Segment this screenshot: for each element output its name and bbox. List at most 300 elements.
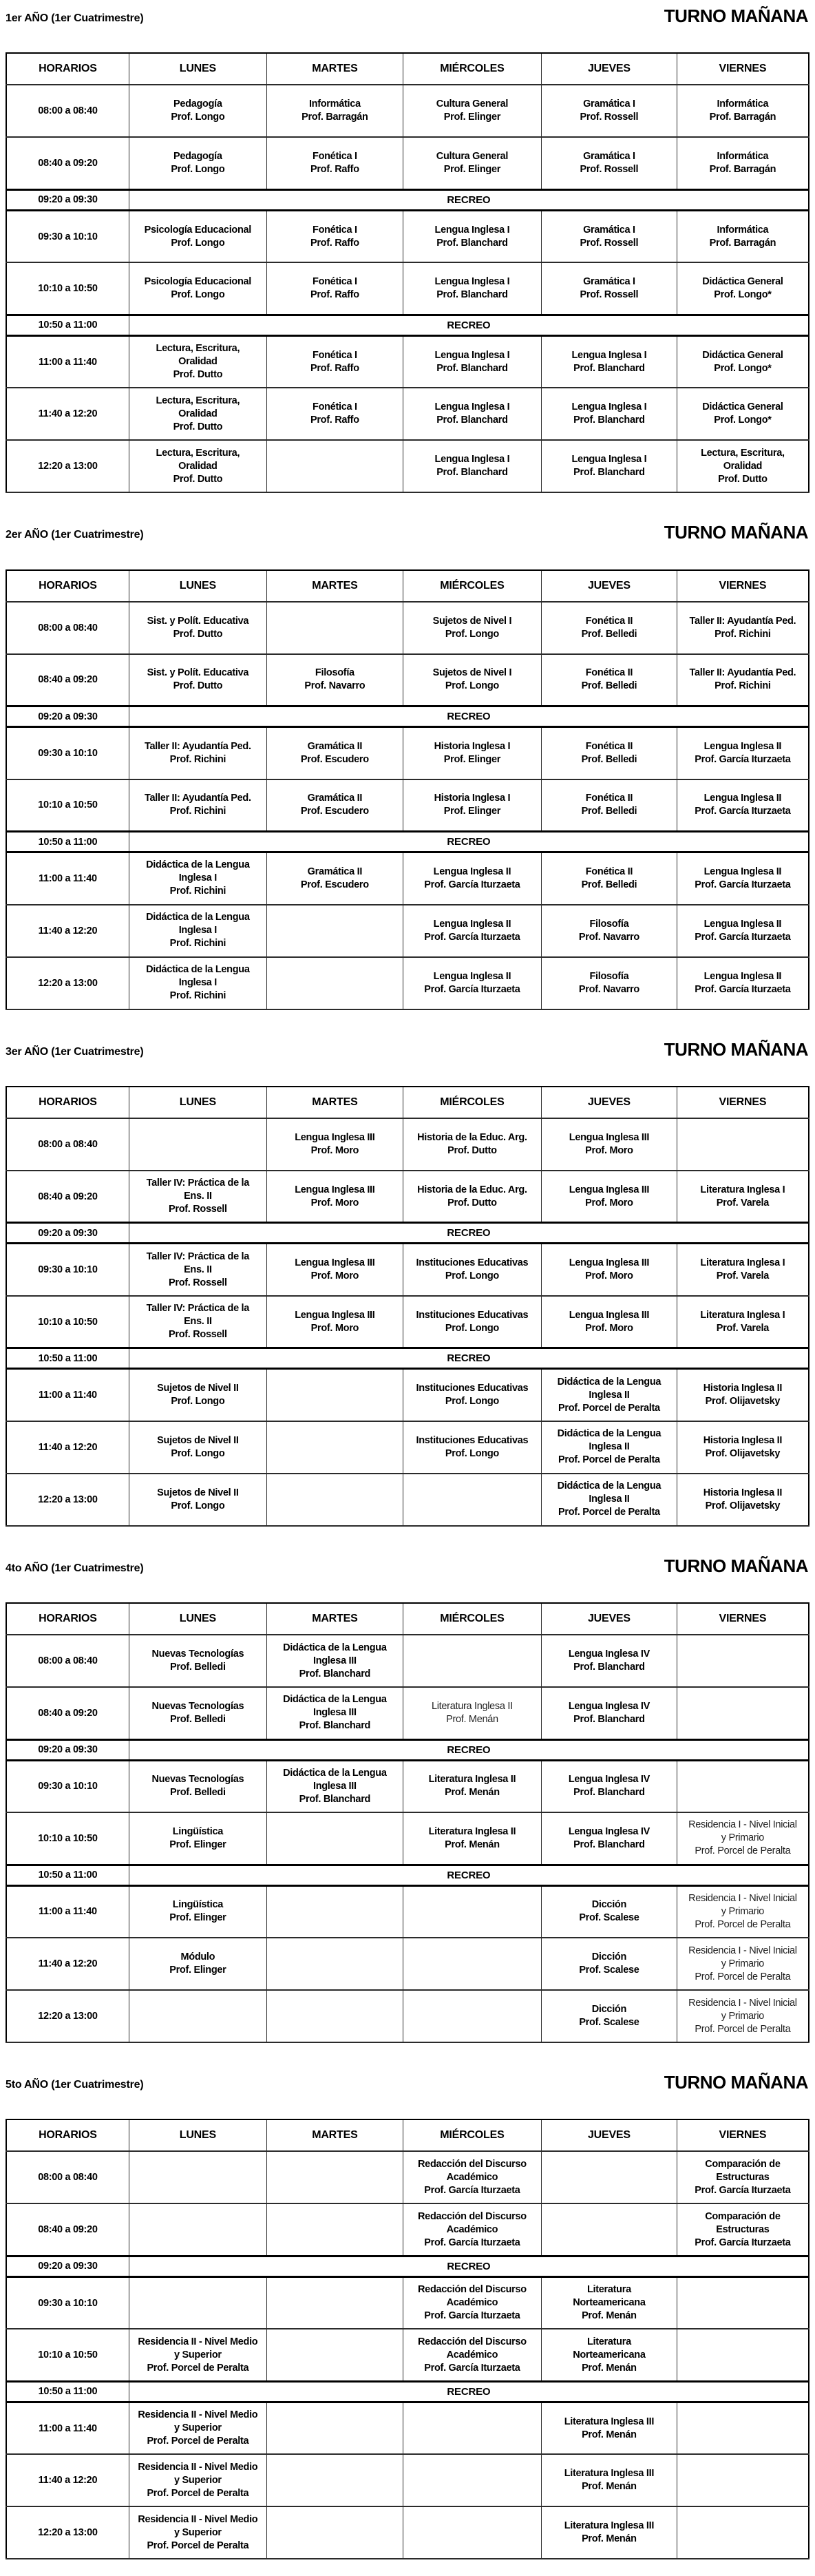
class-cell-line: Inglesa II — [589, 1494, 630, 1505]
class-cell — [403, 1296, 541, 1348]
schedule-table-head — [6, 570, 809, 602]
class-cell-line: Prof. Raffo — [310, 415, 359, 426]
class-cell-line: Prof. García Iturzaeta — [424, 2184, 520, 2196]
class-cell-line: Prof. Blanchard — [573, 415, 645, 426]
schedule-row — [6, 905, 809, 957]
class-cell-line: Prof. Elinger — [443, 112, 501, 123]
class-cell-line: Sujetos de Nivel I — [432, 615, 512, 627]
schedule-table-head — [6, 2119, 809, 2151]
column-header-martes: MARTES — [266, 53, 403, 85]
column-header-miercoles: MIÉRCOLES — [403, 1087, 541, 1118]
class-cell — [677, 1474, 809, 1526]
time-cell: 10:50 a 11:00 — [6, 315, 129, 335]
class-cell-line: Prof. Raffo — [310, 289, 359, 301]
class-cell-line: Historia Inglesa II — [703, 1383, 783, 1394]
class-cell — [677, 727, 809, 779]
class-cell — [677, 1812, 809, 1865]
schedule-table-head — [6, 1603, 809, 1635]
class-cell-line: Prof. Dutto — [173, 628, 223, 640]
class-cell-line: Lengua Inglesa II — [703, 918, 782, 930]
time-cell: 11:40 a 12:20 — [6, 1938, 129, 1990]
class-cell-line: Prof. Varela — [716, 1270, 769, 1282]
class-cell-line: Residencia II - Nivel Medio — [138, 2336, 258, 2347]
class-cell-line: Taller IV: Práctica de la — [146, 1177, 250, 1189]
class-cell-line: Prof. Dutto — [173, 369, 223, 381]
class-cell-line: Prof. Dutto — [447, 1197, 497, 1208]
class-cell — [677, 1244, 809, 1296]
class-cell — [403, 1421, 541, 1474]
class-cell-line: Prof. Belledi — [581, 628, 637, 640]
class-cell-line: Prof. García Iturzaeta — [695, 879, 791, 890]
class-cell-line: Lengua Inglesa II — [703, 740, 782, 752]
class-cell-line: Fonética I — [313, 401, 357, 413]
class-cell — [129, 85, 266, 137]
class-cell — [542, 727, 677, 779]
class-cell-line: Prof. Moro — [310, 1322, 359, 1334]
class-cell-line: y Superior — [174, 2526, 222, 2538]
schedule-row — [6, 1812, 809, 1865]
class-cell-line: Redacción del Discurso — [418, 2210, 527, 2222]
class-cell — [403, 388, 541, 440]
class-cell-line: Literatura Inglesa III — [564, 2416, 655, 2427]
schedule-row — [6, 210, 809, 262]
time-cell: 11:00 a 11:40 — [6, 335, 129, 388]
class-cell — [129, 440, 266, 492]
class-cell-line: Prof. Belledi — [170, 1662, 226, 1673]
class-cell-line: Didáctica General — [702, 401, 783, 413]
class-cell-line: Prof. Elinger — [169, 1839, 226, 1850]
class-cell — [542, 210, 677, 262]
schedule-row — [6, 2203, 809, 2256]
time-cell: 12:20 a 13:00 — [6, 440, 129, 492]
column-header-lunes: LUNES — [129, 1087, 266, 1118]
class-cell-line: Gramática I — [583, 98, 635, 110]
class-cell-line: Prof. Rossell — [580, 237, 639, 249]
class-cell — [677, 388, 809, 440]
section-header — [6, 1557, 809, 1575]
column-header-lunes: LUNES — [129, 1603, 266, 1635]
time-cell: 08:40 a 09:20 — [6, 1171, 129, 1223]
class-cell-line: Prof. Rossell — [580, 112, 639, 123]
class-cell-line: Pedagogía — [173, 151, 222, 163]
turno-label: TURNO MAÑANA — [664, 2072, 808, 2093]
class-cell — [403, 779, 541, 832]
class-cell-line: Filosofía — [589, 970, 629, 982]
class-cell-line: Literatura Inglesa I — [700, 1184, 785, 1195]
class-cell-line: Lengua Inglesa III — [569, 1184, 650, 1195]
class-cell-line: Literatura — [586, 2336, 631, 2347]
class-cell-line: Didáctica de la Lengua — [283, 1694, 387, 1706]
class-cell-line: Lengua Inglesa II — [703, 793, 782, 804]
section-title: 1er AÑO (1er Cuatrimestre) — [6, 12, 144, 24]
time-cell: 09:20 a 09:30 — [6, 2256, 129, 2276]
class-cell — [129, 2402, 266, 2454]
class-cell — [129, 905, 266, 957]
class-cell — [129, 1474, 266, 1526]
empty-cell — [403, 2454, 541, 2506]
class-cell-line: Prof. Longo* — [714, 415, 772, 426]
class-cell-line: Prof. Barragán — [709, 112, 776, 123]
class-cell-line: Prof. García Iturzaeta — [424, 2310, 520, 2322]
year-section-2 — [6, 523, 809, 1009]
empty-cell — [266, 2402, 403, 2454]
class-cell — [129, 1244, 266, 1296]
empty-cell — [266, 1885, 403, 1938]
recreo-cell: RECREO — [129, 1865, 809, 1885]
class-cell — [542, 602, 677, 654]
class-cell-line: Informática — [717, 151, 769, 163]
class-cell-line: Prof. Richini — [715, 628, 771, 640]
class-cell — [129, 1938, 266, 1990]
class-cell-line: Prof. Longo — [171, 1500, 225, 1511]
class-cell — [403, 210, 541, 262]
year-section-4 — [6, 1557, 809, 2043]
schedule-table-body — [6, 602, 809, 1009]
class-cell-line: Prof. Blanchard — [573, 467, 645, 479]
class-cell — [542, 2506, 677, 2559]
class-cell-line: Prof. Dutto — [173, 473, 223, 485]
class-cell-line: Prof. Olijavetsky — [705, 1447, 781, 1459]
column-header-horarios: HORARIOS — [6, 53, 129, 85]
class-cell-line: Prof. Navarro — [304, 680, 366, 692]
empty-cell — [677, 2402, 809, 2454]
class-cell-line: Cultura General — [436, 98, 509, 110]
column-header-horarios: HORARIOS — [6, 2119, 129, 2151]
empty-cell — [266, 1990, 403, 2042]
schedule-row — [6, 852, 809, 905]
class-cell-line: Redacción del Discurso — [418, 2158, 527, 2170]
class-cell — [677, 2203, 809, 2256]
column-header-jueves: JUEVES — [542, 53, 677, 85]
schedule-table-head — [6, 53, 809, 85]
empty-cell — [677, 1760, 809, 1812]
class-cell-line: Fonética I — [313, 151, 357, 163]
time-cell: 08:40 a 09:20 — [6, 2203, 129, 2256]
class-cell-line: Prof. Escudero — [300, 753, 369, 765]
time-cell: 09:30 a 10:10 — [6, 2276, 129, 2329]
schedule-row — [6, 1938, 809, 1990]
class-cell-line: Prof. Blanchard — [573, 362, 645, 374]
class-cell-line: y Primario — [721, 1832, 765, 1844]
section-header — [6, 1040, 809, 1059]
class-cell — [677, 1171, 809, 1223]
class-cell-line: Gramática I — [583, 276, 635, 288]
class-cell — [266, 727, 403, 779]
class-cell — [542, 779, 677, 832]
class-cell-line: Historia Inglesa II — [703, 1434, 783, 1446]
schedule-table-body — [6, 85, 809, 492]
class-cell-line: Lengua Inglesa I — [434, 454, 510, 465]
column-header-lunes: LUNES — [129, 570, 266, 602]
column-header-jueves: JUEVES — [542, 570, 677, 602]
time-cell: 11:00 a 11:40 — [6, 1369, 129, 1421]
class-cell-line: Prof. Longo* — [714, 289, 772, 301]
class-cell-line: Prof. Blanchard — [436, 467, 508, 479]
time-cell: 12:20 a 13:00 — [6, 2506, 129, 2559]
class-cell-line: Literatura Inglesa II — [432, 1700, 513, 1712]
class-cell-line: Fonética I — [313, 224, 357, 235]
turno-label: TURNO MAÑANA — [664, 6, 808, 26]
class-cell — [403, 905, 541, 957]
class-cell — [129, 137, 266, 189]
class-cell-line: Didáctica General — [702, 349, 783, 361]
schedule-row — [6, 779, 809, 832]
class-cell-line: Historia de la Educ. Arg. — [417, 1131, 527, 1143]
time-cell: 11:40 a 12:20 — [6, 1421, 129, 1474]
class-cell-line: Literatura — [586, 2284, 631, 2296]
time-cell: 11:40 a 12:20 — [6, 388, 129, 440]
recreo-cell: RECREO — [129, 1223, 809, 1244]
column-header-lunes: LUNES — [129, 2119, 266, 2151]
class-cell-line: Prof. García Iturzaeta — [424, 931, 520, 943]
class-cell-line: Lengua Inglesa I — [434, 276, 510, 288]
time-cell: 08:40 a 09:20 — [6, 1687, 129, 1739]
class-cell-line: Residencia I - Nivel Inicial — [688, 1945, 797, 1956]
class-cell — [677, 905, 809, 957]
class-cell-line: Oralidad — [178, 408, 218, 419]
class-cell-line: Prof. Richini — [169, 886, 226, 897]
class-cell-line: Lectura, Escritura, — [156, 343, 240, 355]
class-cell-line: Prof. García Iturzaeta — [424, 2237, 520, 2248]
column-header-viernes: VIERNES — [677, 570, 809, 602]
class-cell-line: Prof. Longo — [171, 1396, 225, 1407]
class-cell — [129, 957, 266, 1009]
class-cell-line: Prof. Belledi — [170, 1787, 226, 1799]
empty-cell — [403, 1938, 541, 1990]
class-cell — [403, 852, 541, 905]
time-cell: 09:30 a 10:10 — [6, 210, 129, 262]
class-cell — [129, 210, 266, 262]
class-cell — [403, 137, 541, 189]
class-cell-line: Gramática II — [307, 793, 363, 804]
class-cell — [542, 1760, 677, 1812]
recreo-cell: RECREO — [129, 1739, 809, 1760]
empty-cell — [266, 1421, 403, 1474]
empty-cell — [266, 2454, 403, 2506]
class-cell-line: Prof. Rossell — [168, 1204, 227, 1215]
class-cell — [677, 262, 809, 315]
time-cell: 11:00 a 11:40 — [6, 852, 129, 905]
empty-cell — [403, 2506, 541, 2559]
class-cell-line: Prof. Longo — [445, 1270, 499, 1282]
time-cell: 10:50 a 11:00 — [6, 1865, 129, 1885]
class-cell-line: Sujetos de Nivel I — [432, 667, 512, 679]
class-cell — [403, 440, 541, 492]
class-cell-line: Pedagogía — [173, 98, 222, 110]
time-cell: 10:50 a 11:00 — [6, 2381, 129, 2402]
schedule-row — [6, 1244, 809, 1296]
class-cell-line: Instituciones Educativas — [416, 1434, 529, 1446]
recreo-row — [6, 315, 809, 335]
class-cell-line: Prof. Porcel de Peralta — [147, 2487, 249, 2499]
class-cell — [129, 602, 266, 654]
class-cell-line: Prof. Moro — [585, 1144, 633, 1156]
class-cell-line: Didáctica de la Lengua — [557, 1480, 661, 1492]
class-cell-line: Prof. Longo — [171, 1447, 225, 1459]
schedule-row — [6, 727, 809, 779]
class-cell-line: Fonética I — [313, 349, 357, 361]
schedule-row — [6, 1687, 809, 1739]
schedule-row — [6, 1885, 809, 1938]
class-cell-line: Prof. Blanchard — [299, 1793, 371, 1805]
class-cell-line: Lengua Inglesa II — [703, 970, 782, 982]
time-cell: 10:10 a 10:50 — [6, 262, 129, 315]
class-cell — [677, 602, 809, 654]
column-header-jueves: JUEVES — [542, 1087, 677, 1118]
class-cell-line: Inglesa III — [313, 1707, 357, 1719]
class-cell-line: Prof. Blanchard — [573, 1787, 645, 1799]
class-cell-line: Literatura Inglesa III — [564, 2468, 655, 2480]
class-cell-line: Prof. Menán — [446, 1713, 498, 1725]
class-cell-line: Literatura Inglesa I — [700, 1309, 785, 1321]
class-cell-line: Prof. Varela — [716, 1322, 769, 1334]
class-cell-line: Lengua Inglesa II — [433, 970, 511, 982]
class-cell-line: Prof. Moro — [585, 1322, 633, 1334]
column-header-miercoles: MIÉRCOLES — [403, 2119, 541, 2151]
class-cell-line: Sujetos de Nivel II — [157, 1383, 239, 1394]
class-cell-line: y Superior — [174, 2349, 222, 2360]
class-cell-line: Prof. Moro — [585, 1197, 633, 1208]
class-cell-line: Nuevas Tecnologías — [151, 1774, 244, 1786]
class-cell — [542, 1687, 677, 1739]
recreo-row — [6, 2381, 809, 2402]
schedule-row — [6, 1474, 809, 1526]
class-cell — [542, 1244, 677, 1296]
class-cell-line: Literatura Inglesa III — [564, 2520, 655, 2532]
class-cell-line: Inglesa I — [178, 977, 218, 989]
schedule-table-3 — [6, 1086, 809, 1527]
class-cell — [129, 852, 266, 905]
class-cell — [403, 1244, 541, 1296]
class-cell-line: Norteamericana — [573, 2349, 646, 2360]
class-cell-line: Oralidad — [178, 460, 218, 472]
class-cell-line: Historia Inglesa I — [434, 793, 511, 804]
class-cell — [542, 2454, 677, 2506]
class-cell — [677, 2151, 809, 2203]
class-cell-line: Lengua Inglesa I — [571, 349, 647, 361]
schedule-row — [6, 1421, 809, 1474]
class-cell — [677, 957, 809, 1009]
class-cell-line: Prof. Scalese — [579, 1912, 639, 1924]
class-cell-line: Didáctica de la Lengua — [557, 1428, 661, 1440]
column-header-jueves: JUEVES — [542, 2119, 677, 2151]
class-cell — [542, 654, 677, 706]
class-cell-line: Lectura, Escritura, — [156, 395, 240, 406]
class-cell — [677, 852, 809, 905]
class-cell — [403, 1760, 541, 1812]
time-cell: 12:20 a 13:00 — [6, 957, 129, 1009]
class-cell-line: Prof. Barragán — [709, 237, 776, 249]
class-cell-line: Fonética II — [585, 793, 633, 804]
class-cell — [542, 2329, 677, 2381]
class-cell — [542, 1938, 677, 1990]
class-cell-line: Ens. II — [184, 1316, 212, 1328]
class-cell — [403, 1118, 541, 1171]
header-row — [6, 2119, 809, 2151]
empty-cell — [266, 2151, 403, 2203]
empty-cell — [266, 1369, 403, 1421]
class-cell — [542, 852, 677, 905]
class-cell-line: Ens. II — [184, 1264, 212, 1275]
recreo-cell: RECREO — [129, 832, 809, 852]
class-cell-line: Didáctica de la Lengua — [146, 964, 250, 976]
class-cell-line: Lengua Inglesa II — [433, 866, 511, 877]
class-cell — [129, 1885, 266, 1938]
class-cell-line: Prof. Belledi — [581, 879, 637, 890]
time-cell: 10:50 a 11:00 — [6, 1348, 129, 1369]
class-cell — [266, 262, 403, 315]
time-cell: 09:30 a 10:10 — [6, 1760, 129, 1812]
class-cell — [403, 727, 541, 779]
class-cell-line: Taller IV: Práctica de la — [146, 1303, 250, 1315]
empty-cell — [677, 2276, 809, 2329]
class-cell-line: Informática — [717, 98, 769, 110]
recreo-cell: RECREO — [129, 2256, 809, 2276]
class-cell — [129, 262, 266, 315]
class-cell-line: Prof. Blanchard — [299, 1720, 371, 1732]
column-header-horarios: HORARIOS — [6, 570, 129, 602]
class-cell-line: Filosofía — [589, 918, 629, 930]
class-cell — [403, 654, 541, 706]
class-cell-line: Lingüística — [172, 1825, 223, 1837]
time-cell: 09:20 a 09:30 — [6, 1739, 129, 1760]
time-cell: 08:00 a 08:40 — [6, 1118, 129, 1171]
time-cell: 09:20 a 09:30 — [6, 1223, 129, 1244]
class-cell — [542, 1812, 677, 1865]
column-header-viernes: VIERNES — [677, 1087, 809, 1118]
class-cell-line: Instituciones Educativas — [416, 1257, 529, 1269]
class-cell — [677, 210, 809, 262]
class-cell-line: y Primario — [721, 2010, 765, 2022]
class-cell-line: Lengua Inglesa I — [434, 224, 510, 235]
class-cell — [129, 1421, 266, 1474]
class-cell — [403, 1812, 541, 1865]
class-cell-line: Informática — [717, 224, 769, 235]
schedule-row — [6, 388, 809, 440]
class-cell-line: Didáctica de la Lengua — [146, 912, 250, 923]
class-cell-line: Prof. Rossell — [580, 164, 639, 176]
class-cell — [129, 1369, 266, 1421]
column-header-viernes: VIERNES — [677, 2119, 809, 2151]
class-cell-line: Prof. Longo — [171, 164, 225, 176]
class-cell — [542, 85, 677, 137]
class-cell — [542, 2276, 677, 2329]
time-cell: 08:00 a 08:40 — [6, 602, 129, 654]
class-cell-line: Prof. Moro — [310, 1197, 359, 1208]
recreo-cell: RECREO — [129, 1348, 809, 1369]
class-cell — [677, 654, 809, 706]
recreo-cell: RECREO — [129, 315, 809, 335]
column-header-jueves: JUEVES — [542, 1603, 677, 1635]
schedule-row — [6, 1171, 809, 1223]
class-cell-line: Prof. Elinger — [443, 806, 501, 817]
class-cell-line: Gramática I — [583, 151, 635, 163]
class-cell-line: Ens. II — [184, 1191, 212, 1202]
class-cell — [129, 2506, 266, 2559]
class-cell-line: y Superior — [174, 2422, 222, 2434]
class-cell — [129, 335, 266, 388]
class-cell-line: Prof. García Iturzaeta — [424, 879, 520, 890]
class-cell — [129, 1635, 266, 1687]
class-cell — [542, 1885, 677, 1938]
class-cell-line: Prof. Porcel de Peralta — [558, 1402, 660, 1414]
class-cell-line: Prof. Raffo — [310, 164, 359, 176]
class-cell-line: Prof. Varela — [716, 1197, 769, 1208]
section-header — [6, 7, 809, 25]
class-cell-line: Oralidad — [723, 460, 763, 472]
class-cell — [266, 388, 403, 440]
empty-cell — [266, 1938, 403, 1990]
